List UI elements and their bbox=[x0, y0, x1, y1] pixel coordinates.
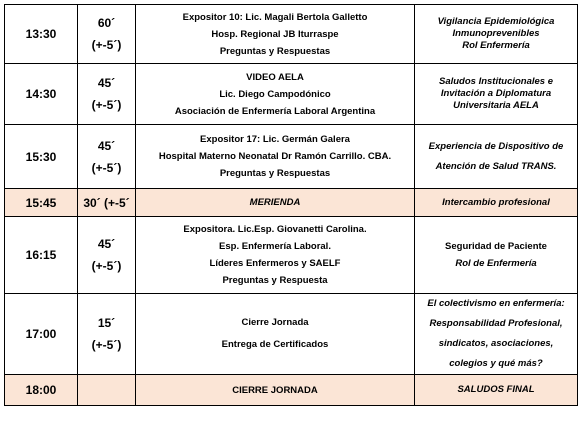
topic-line: Intercambio profesional bbox=[442, 196, 550, 208]
topic-line: Universitaria AELA bbox=[453, 100, 539, 111]
duration-cell bbox=[78, 125, 136, 189]
topic-line: Experiencia de Dispositivo de bbox=[428, 140, 564, 152]
topic-line: Atención de Salud TRANS. bbox=[435, 160, 557, 172]
schedule-row bbox=[5, 64, 578, 125]
description-cell bbox=[136, 294, 415, 375]
time-cell: 17:00 bbox=[5, 294, 78, 375]
duration-line: (+-5´) bbox=[91, 160, 122, 175]
duration-line: 45´ bbox=[97, 237, 116, 251]
description-line: Cierre Jornada bbox=[241, 317, 309, 328]
description-cell bbox=[136, 64, 415, 125]
topic-line: Vigilancia Epidemiológica bbox=[437, 16, 555, 27]
duration-cell bbox=[78, 189, 136, 217]
description-cell bbox=[136, 189, 415, 217]
duration-line: 45´ bbox=[97, 138, 116, 153]
description-line: Preguntas y Respuestas bbox=[219, 168, 331, 179]
description-line: CIERRE JORNADA bbox=[232, 384, 318, 396]
description-cell bbox=[136, 217, 415, 294]
description-line: Hosp. Regional JB Iturraspe bbox=[211, 28, 339, 40]
description-line: Esp. Enfermería Laboral. bbox=[219, 241, 331, 252]
duration-line: 30´ (+-5´ bbox=[83, 195, 130, 210]
description-cell bbox=[136, 5, 415, 64]
topic-line: El colectivismo en enfermería: bbox=[427, 298, 565, 309]
duration-line: 15´ bbox=[97, 316, 116, 330]
schedule-row bbox=[5, 294, 578, 375]
duration-cell bbox=[78, 294, 136, 375]
duration-line: (+-5´) bbox=[91, 98, 122, 112]
time-cell: 15:45 bbox=[5, 189, 78, 217]
duration-line: (+-5´) bbox=[91, 38, 122, 52]
topic-cell bbox=[415, 217, 578, 294]
topic-line: sindicatos, asociaciones, bbox=[438, 338, 554, 349]
description-line: Asociación de Enfermería Laboral Argentina bbox=[174, 105, 376, 117]
topic-line: Rol de Enfermería bbox=[455, 258, 537, 269]
topic-cell bbox=[415, 64, 578, 125]
duration-cell bbox=[78, 217, 136, 294]
description-line: Líderes Enfermeros y SAELF bbox=[209, 258, 341, 269]
description-cell bbox=[136, 375, 415, 406]
topic-cell bbox=[415, 5, 578, 64]
description-line: Expositor 17: Lic. Germán Galera bbox=[200, 134, 350, 145]
description-line: Expositora. Lic.Esp. Giovanetti Carolina. bbox=[183, 224, 367, 235]
topic-line: Seguridad de Paciente bbox=[445, 241, 547, 252]
duration-cell bbox=[78, 5, 136, 64]
schedule-row bbox=[5, 217, 578, 294]
duration-line: (+-5´) bbox=[91, 338, 122, 352]
schedule-row bbox=[5, 189, 578, 217]
topic-line: colegios y qué más? bbox=[449, 358, 543, 369]
topic-cell bbox=[415, 189, 578, 217]
schedule-row bbox=[5, 5, 578, 64]
description-line: VIDEO AELA bbox=[246, 71, 304, 83]
schedule-body bbox=[5, 5, 578, 406]
topic-line: Responsabilidad Profesional, bbox=[429, 318, 563, 329]
topic-line: Saludos Institucionales e bbox=[438, 76, 554, 87]
description-line: Expositor 10: Lic. Magali Bertola Galletto bbox=[182, 11, 368, 23]
description-cell bbox=[136, 125, 415, 189]
duration-line: (+-5´) bbox=[91, 259, 122, 273]
topic-line: Rol Enfermería bbox=[462, 40, 530, 51]
topic-cell bbox=[415, 125, 578, 189]
time-cell: 13:30 bbox=[5, 5, 78, 64]
description-line: MERIENDA bbox=[249, 197, 301, 208]
topic-line: Inmunoprevenibles bbox=[452, 28, 540, 39]
description-line: Entrega de Certificados bbox=[221, 339, 329, 350]
schedule-row bbox=[5, 125, 578, 189]
duration-cell bbox=[78, 375, 136, 406]
topic-cell bbox=[415, 375, 578, 406]
schedule-table bbox=[4, 4, 578, 406]
time-cell: 15:30 bbox=[5, 125, 78, 189]
description-line: Preguntas y Respuesta bbox=[222, 275, 328, 286]
topic-cell bbox=[415, 294, 578, 375]
description-line: Preguntas y Respuestas bbox=[219, 45, 331, 57]
description-line: Hospital Materno Neonatal Dr Ramón Carrillo. CBA. bbox=[158, 151, 392, 162]
time-cell: 16:15 bbox=[5, 217, 78, 294]
duration-line: 45´ bbox=[97, 76, 116, 90]
time-cell: 14:30 bbox=[5, 64, 78, 125]
schedule-row bbox=[5, 375, 578, 406]
duration-cell bbox=[78, 64, 136, 125]
topic-line: Invitación a Diplomatura bbox=[440, 88, 552, 99]
description-line: Lic. Diego Campodónico bbox=[219, 88, 331, 100]
topic-line: SALUDOS FINAL bbox=[457, 384, 535, 395]
duration-line: 60´ bbox=[97, 16, 116, 30]
time-cell: 18:00 bbox=[5, 375, 78, 406]
